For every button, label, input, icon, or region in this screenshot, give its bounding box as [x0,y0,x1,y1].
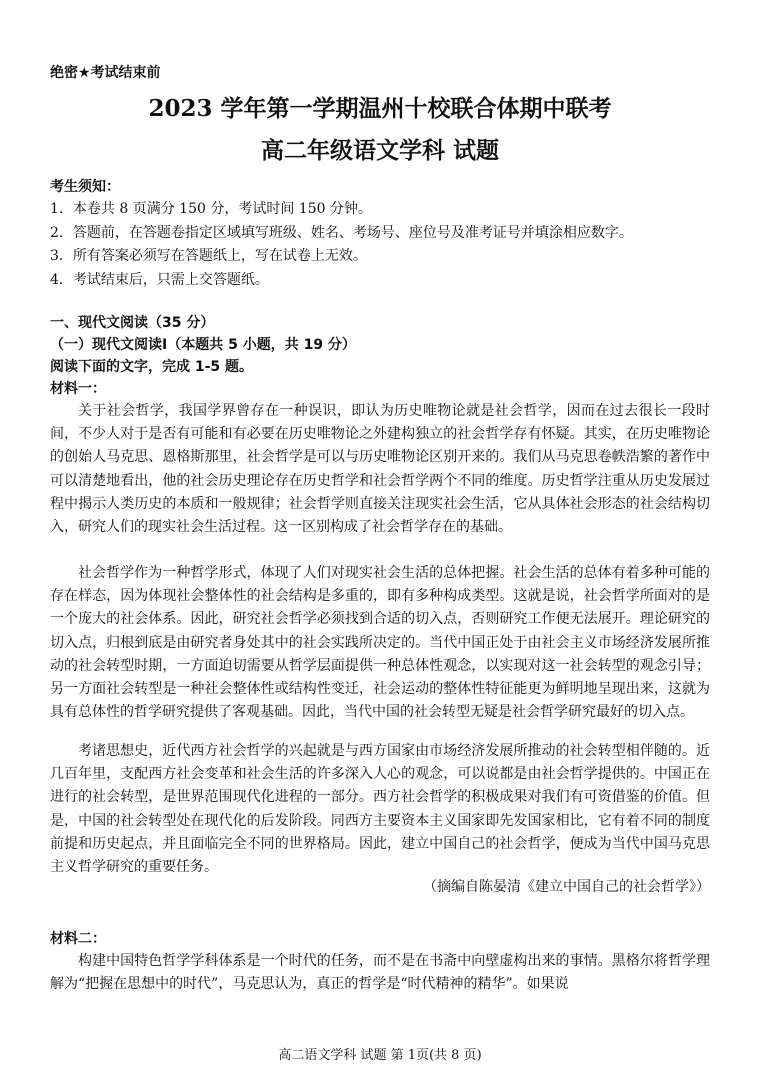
exam-title: 2023 学年第一学期温州十校联合体期中联考 [148,95,612,122]
material2-label: 材料二： [50,931,106,947]
notice-item: 1．本卷共 8 页满分 150 分，考试时间 150 分钟。 [50,201,372,217]
material1-paragraph: 社会哲学作为一种哲学形式，体现了人们对现实社会生活的总体把握。社会生活的总体有着多种可能的存在样态，因为体现社会整体性的社会结构是多重的，即有多种构成类型。这就是说，社会哲学所面对的是一个庞大的社会体系。因此，研究社会哲学必须找到合适的切入点，否则研究工作便无法展开。理论研究的切入点，归根到底是由研究者身处其中的社会实践所决定的。当代中国正处于由社会主义市场经济发展所推动的社会转型时期，一方面迫切需要从哲学层面提供一种总体性观念，以实现对这一社会转型的观念引导；另一方面社会转型是一种社会整体性或结构性变迁，社会运动的整体性特征能更为鲜明地呈现出来，这就为具有总体性的哲学研究提供了客观基础。因此，当代中国的社会转型无疑是社会哲学研究最好的切入点。 [50,565,710,721]
material1-paragraph: 考诸思想史，近代西方社会哲学的兴起就是与西方国家由市场经济发展所推动的社会转型相伴随的。近几百年里，支配西方社会变革和社会生活的许多深入人心的观念，可以说都是由社会哲学提供的。中国正在进行的社会转型，是世界范围现代化进程的一部分。西方社会哲学的积极成果对我们有可资借鉴的价值。但是，中国的社会转型处在现代化的后发阶段。同西方主要资本主义国家即先发国家相比，它有着不同的制度前提和历史起点，并且面临完全不同的世界格局。因此，建立中国自己的社会哲学，便成为当代中国马克思主义哲学研究的重要任务。 [50,743,710,876]
notice-item: 3．所有答案必须写在答题纸上，写在试卷上无效。 [50,248,367,264]
section-subheading: （一）现代文阅读Ⅰ（本题共 5 小题，共 19 分） [50,337,356,353]
section-heading: 一、现代文阅读（35 分） [50,315,215,331]
confidential-label: 绝密★考试结束前 [50,65,161,81]
section-instruction: 阅读下面的文字，完成 1-5 题。 [50,359,254,375]
material1-source: （摘编自陈晏清《建立中国自己的社会哲学》） [423,879,710,895]
notice-heading: 考生须知： [50,179,120,195]
exam-subtitle: 高二年级语文学科 试题 [260,137,499,164]
material2-paragraph: 构建中国特色哲学学科体系是一个时代的任务，而不是在书斋中向壁虚构出来的事情。黑格尔将哲学理解为“把握在思想中的时代”，马克思认为，真正的哲学是“时代精神的精华”。如果说 [50,953,710,993]
material1-label: 材料一： [50,381,106,397]
notice-item: 4．考试结束后，只需上交答题纸。 [50,271,269,288]
notice-item: 2．答题前，在答题卷指定区域填写班级、姓名、考场号、座位号及准考证号并填涂相应数字。 [50,224,633,241]
notice-list [50,198,730,292]
material1-paragraph: 关于社会哲学，我国学界曾存在一种误识，即认为历史唯物论就是社会哲学，因而在过去很长一段时间，不少人对于是否有可能和有必要在历史唯物论之外建构独立的社会哲学存有怀疑。其实，在历史唯物论的创始人马克思、恩格斯那里，社会哲学是可以与历史唯物论区别开来的。我们从马克思卷帙浩繁的著作中可以清楚地看出，他的社会历史理论存在历史哲学和社会哲学两个不同的维度。历史哲学注重从历史发展过程中揭示人类历史的本质和一般规律；社会哲学则直接关注现实社会生活，它从具体社会形态的社会结构切入，研究人们的现实社会生活过程。这一区别构成了社会哲学存在的基础。 [50,403,710,536]
page-footer: 高二语文学科 试题 第 1页(共 8 页) [278,1048,482,1063]
